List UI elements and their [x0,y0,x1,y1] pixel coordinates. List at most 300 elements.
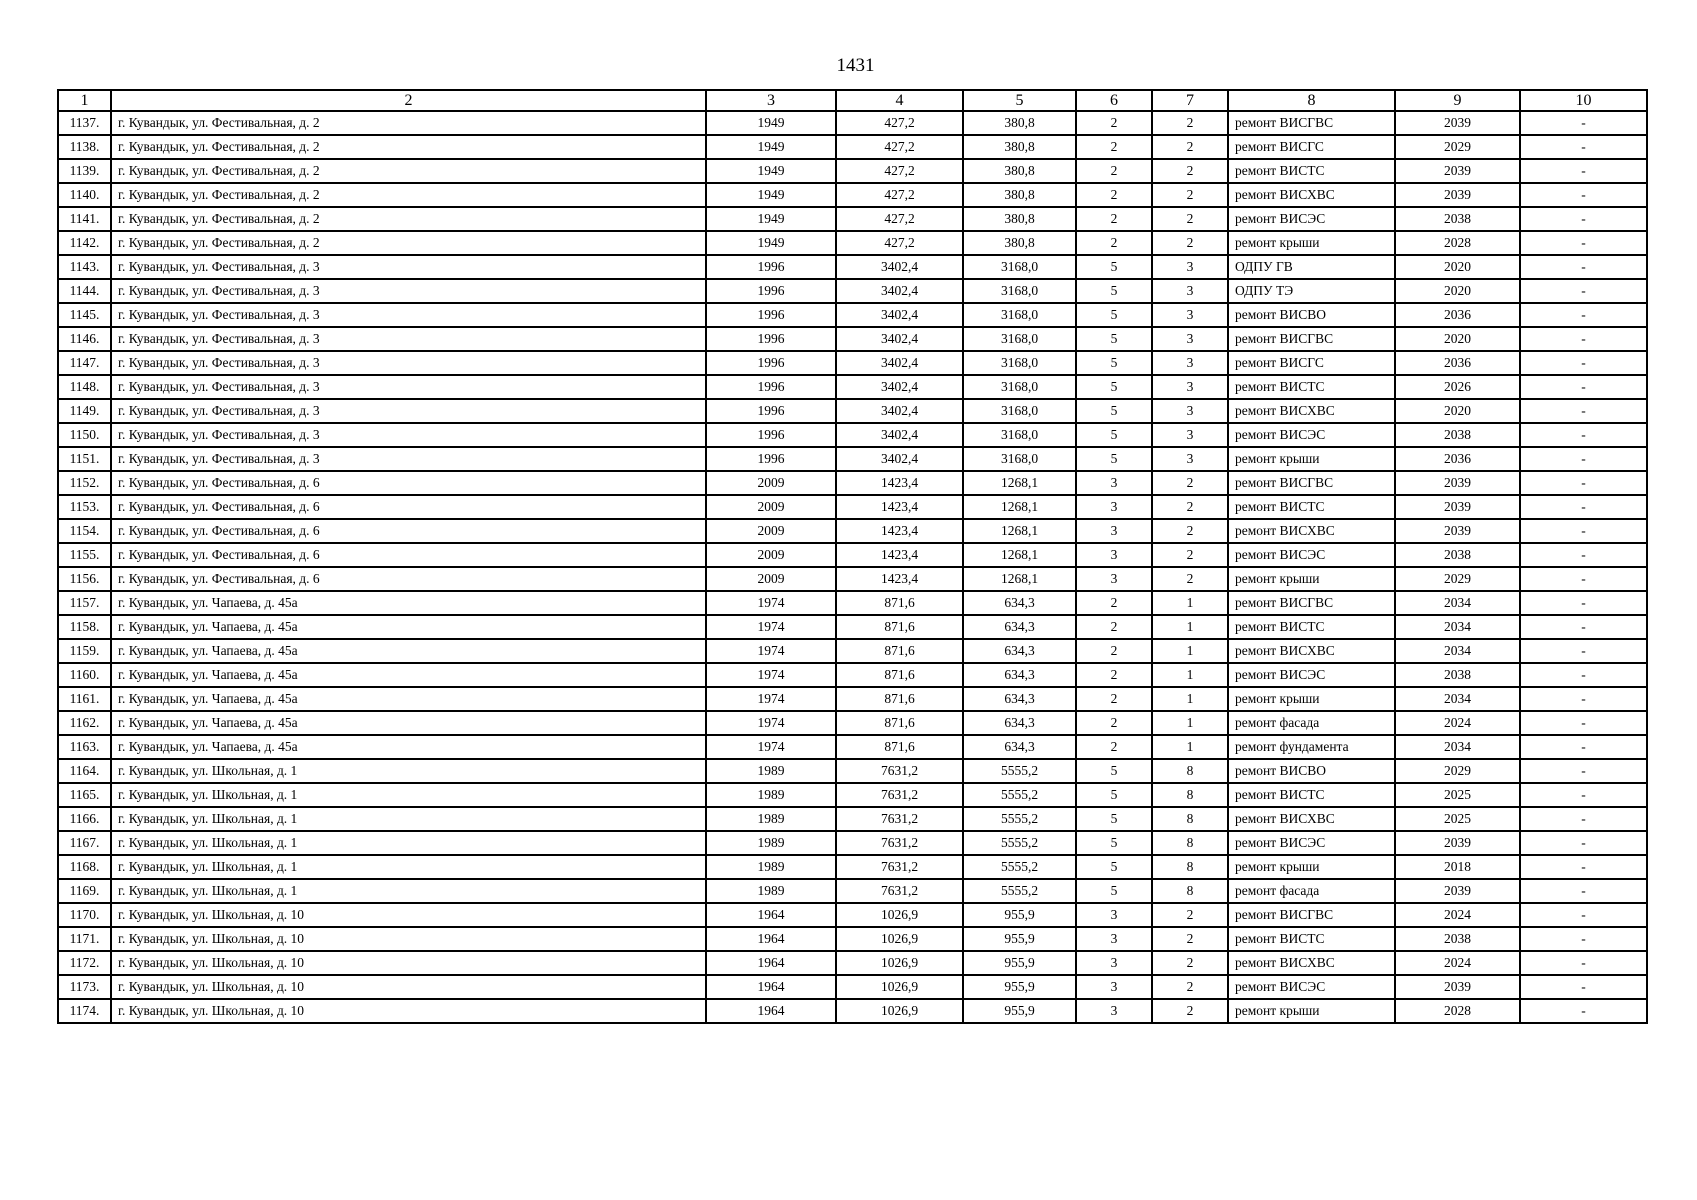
cell-floors: 3 [1076,471,1152,495]
cell-total-area: 3402,4 [836,303,963,327]
cell-living-area: 1268,1 [963,567,1076,591]
cell-living-area: 634,3 [963,687,1076,711]
cell-total-area: 7631,2 [836,807,963,831]
cell-note: - [1520,711,1647,735]
cell-floors: 5 [1076,759,1152,783]
cell-year-built: 1996 [706,327,836,351]
table-row [58,159,1647,183]
cell-year-built: 2009 [706,471,836,495]
table-row [58,471,1647,495]
cell-living-area: 5555,2 [963,759,1076,783]
cell-note: - [1520,975,1647,999]
cell-floors: 5 [1076,447,1152,471]
cell-row-number: 1156. [58,567,111,591]
cell-note: - [1520,567,1647,591]
cell-address: г. Кувандык, ул. Школьная, д. 1 [111,783,706,807]
cell-row-number: 1146. [58,327,111,351]
cell-planned-year: 2038 [1395,543,1520,567]
cell-work-type: ремонт ВИСЭС [1228,663,1395,687]
cell-entrances: 3 [1152,375,1228,399]
cell-row-number: 1164. [58,759,111,783]
cell-total-area: 871,6 [836,591,963,615]
cell-row-number: 1167. [58,831,111,855]
cell-living-area: 3168,0 [963,327,1076,351]
cell-floors: 3 [1076,567,1152,591]
table-row [58,831,1647,855]
cell-total-area: 427,2 [836,207,963,231]
table-row [58,183,1647,207]
cell-row-number: 1173. [58,975,111,999]
cell-planned-year: 2025 [1395,807,1520,831]
cell-year-built: 1949 [706,183,836,207]
table-row [58,903,1647,927]
table-row [58,687,1647,711]
table-row [58,759,1647,783]
cell-floors: 2 [1076,591,1152,615]
cell-address: г. Кувандык, ул. Школьная, д. 1 [111,879,706,903]
column-header: 1 [58,90,111,111]
cell-work-type: ремонт ВИСХВС [1228,183,1395,207]
cell-note: - [1520,231,1647,255]
cell-note: - [1520,639,1647,663]
cell-floors: 5 [1076,831,1152,855]
cell-year-built: 1949 [706,207,836,231]
cell-planned-year: 2039 [1395,111,1520,135]
cell-note: - [1520,879,1647,903]
cell-entrances: 3 [1152,255,1228,279]
cell-entrances: 3 [1152,447,1228,471]
cell-row-number: 1158. [58,615,111,639]
cell-entrances: 2 [1152,927,1228,951]
cell-floors: 3 [1076,927,1152,951]
cell-work-type: ремонт ВИСГВС [1228,111,1395,135]
cell-note: - [1520,471,1647,495]
cell-floors: 5 [1076,399,1152,423]
cell-row-number: 1170. [58,903,111,927]
cell-row-number: 1174. [58,999,111,1023]
cell-row-number: 1154. [58,519,111,543]
cell-planned-year: 2026 [1395,375,1520,399]
cell-work-type: ремонт крыши [1228,567,1395,591]
cell-year-built: 1996 [706,375,836,399]
cell-living-area: 1268,1 [963,519,1076,543]
cell-work-type: ремонт фасада [1228,879,1395,903]
cell-living-area: 1268,1 [963,543,1076,567]
cell-work-type: ремонт крыши [1228,855,1395,879]
cell-floors: 2 [1076,663,1152,687]
cell-entrances: 8 [1152,759,1228,783]
cell-work-type: ремонт ВИСЭС [1228,207,1395,231]
cell-year-built: 2009 [706,495,836,519]
cell-entrances: 2 [1152,543,1228,567]
cell-total-area: 3402,4 [836,375,963,399]
cell-work-type: ремонт ВИСХВС [1228,519,1395,543]
cell-row-number: 1162. [58,711,111,735]
cell-work-type: ремонт ВИСГВС [1228,591,1395,615]
cell-living-area: 955,9 [963,927,1076,951]
column-header: 5 [963,90,1076,111]
cell-living-area: 380,8 [963,207,1076,231]
cell-total-area: 7631,2 [836,831,963,855]
cell-floors: 5 [1076,783,1152,807]
cell-work-type: ОДПУ ТЭ [1228,279,1395,303]
cell-note: - [1520,615,1647,639]
cell-living-area: 380,8 [963,159,1076,183]
cell-living-area: 634,3 [963,663,1076,687]
cell-entrances: 1 [1152,687,1228,711]
cell-planned-year: 2024 [1395,711,1520,735]
cell-total-area: 3402,4 [836,399,963,423]
table-row [58,351,1647,375]
cell-year-built: 1949 [706,159,836,183]
cell-note: - [1520,759,1647,783]
cell-floors: 2 [1076,183,1152,207]
cell-living-area: 5555,2 [963,879,1076,903]
cell-year-built: 1996 [706,303,836,327]
column-header: 6 [1076,90,1152,111]
cell-planned-year: 2018 [1395,855,1520,879]
cell-planned-year: 2028 [1395,231,1520,255]
table-header [58,90,1647,111]
cell-living-area: 634,3 [963,711,1076,735]
cell-total-area: 1423,4 [836,519,963,543]
cell-entrances: 2 [1152,951,1228,975]
cell-planned-year: 2036 [1395,447,1520,471]
table-row [58,303,1647,327]
cell-address: г. Кувандык, ул. Фестивальная, д. 6 [111,519,706,543]
cell-year-built: 1974 [706,711,836,735]
cell-note: - [1520,351,1647,375]
cell-row-number: 1144. [58,279,111,303]
cell-total-area: 3402,4 [836,327,963,351]
cell-planned-year: 2039 [1395,471,1520,495]
cell-planned-year: 2036 [1395,303,1520,327]
cell-address: г. Кувандык, ул. Фестивальная, д. 2 [111,207,706,231]
cell-row-number: 1141. [58,207,111,231]
cell-note: - [1520,999,1647,1023]
cell-work-type: ремонт ВИСХВС [1228,639,1395,663]
table-row [58,399,1647,423]
cell-note: - [1520,159,1647,183]
cell-living-area: 380,8 [963,183,1076,207]
cell-address: г. Кувандык, ул. Чапаева, д. 45а [111,639,706,663]
cell-year-built: 1989 [706,807,836,831]
cell-living-area: 5555,2 [963,783,1076,807]
cell-note: - [1520,399,1647,423]
cell-row-number: 1159. [58,639,111,663]
cell-address: г. Кувандык, ул. Школьная, д. 1 [111,855,706,879]
cell-year-built: 1989 [706,831,836,855]
cell-floors: 2 [1076,111,1152,135]
cell-row-number: 1151. [58,447,111,471]
cell-living-area: 3168,0 [963,375,1076,399]
cell-address: г. Кувандык, ул. Чапаева, д. 45а [111,615,706,639]
cell-living-area: 955,9 [963,999,1076,1023]
cell-planned-year: 2025 [1395,783,1520,807]
cell-work-type: ремонт ВИСХВС [1228,399,1395,423]
cell-entrances: 8 [1152,807,1228,831]
cell-row-number: 1168. [58,855,111,879]
cell-year-built: 1974 [706,591,836,615]
cell-work-type: ремонт ВИСТС [1228,375,1395,399]
cell-entrances: 2 [1152,903,1228,927]
cell-floors: 3 [1076,519,1152,543]
cell-living-area: 5555,2 [963,807,1076,831]
cell-planned-year: 2034 [1395,615,1520,639]
cell-planned-year: 2020 [1395,255,1520,279]
cell-year-built: 1996 [706,447,836,471]
cell-work-type: ремонт крыши [1228,999,1395,1023]
table-row [58,447,1647,471]
cell-row-number: 1147. [58,351,111,375]
table-row [58,111,1647,135]
cell-year-built: 1964 [706,975,836,999]
cell-total-area: 427,2 [836,183,963,207]
cell-address: г. Кувандык, ул. Фестивальная, д. 6 [111,471,706,495]
cell-address: г. Кувандык, ул. Фестивальная, д. 3 [111,447,706,471]
cell-entrances: 2 [1152,999,1228,1023]
table-row [58,615,1647,639]
cell-row-number: 1148. [58,375,111,399]
cell-floors: 2 [1076,207,1152,231]
table-row [58,639,1647,663]
cell-note: - [1520,735,1647,759]
column-header: 8 [1228,90,1395,111]
cell-total-area: 871,6 [836,735,963,759]
cell-living-area: 3168,0 [963,447,1076,471]
table-row [58,807,1647,831]
cell-year-built: 1974 [706,615,836,639]
cell-year-built: 1989 [706,759,836,783]
cell-living-area: 3168,0 [963,255,1076,279]
cell-address: г. Кувандык, ул. Фестивальная, д. 3 [111,279,706,303]
cell-living-area: 1268,1 [963,471,1076,495]
cell-living-area: 634,3 [963,639,1076,663]
cell-address: г. Кувандык, ул. Фестивальная, д. 3 [111,255,706,279]
cell-total-area: 7631,2 [836,855,963,879]
cell-note: - [1520,303,1647,327]
cell-entrances: 1 [1152,639,1228,663]
cell-living-area: 3168,0 [963,303,1076,327]
cell-living-area: 5555,2 [963,831,1076,855]
cell-living-area: 634,3 [963,615,1076,639]
cell-total-area: 1423,4 [836,471,963,495]
cell-floors: 3 [1076,543,1152,567]
cell-floors: 3 [1076,975,1152,999]
cell-living-area: 3168,0 [963,279,1076,303]
cell-living-area: 634,3 [963,735,1076,759]
cell-note: - [1520,375,1647,399]
cell-work-type: ремонт ВИСГВС [1228,903,1395,927]
cell-year-built: 1989 [706,855,836,879]
cell-work-type: ремонт ВИСЭС [1228,831,1395,855]
cell-work-type: ремонт ВИСХВС [1228,951,1395,975]
cell-living-area: 955,9 [963,903,1076,927]
cell-note: - [1520,111,1647,135]
table-row [58,591,1647,615]
table-row [58,927,1647,951]
table-row [58,975,1647,999]
header-row [58,90,1647,111]
table-row [58,279,1647,303]
cell-entrances: 2 [1152,471,1228,495]
cell-total-area: 871,6 [836,663,963,687]
cell-note: - [1520,927,1647,951]
cell-note: - [1520,495,1647,519]
cell-work-type: ремонт фасада [1228,711,1395,735]
cell-entrances: 2 [1152,111,1228,135]
cell-planned-year: 2034 [1395,735,1520,759]
cell-entrances: 2 [1152,567,1228,591]
table-row [58,495,1647,519]
table-row [58,207,1647,231]
table-row [58,375,1647,399]
cell-floors: 3 [1076,495,1152,519]
cell-row-number: 1172. [58,951,111,975]
cell-work-type: ремонт ВИСТС [1228,927,1395,951]
cell-work-type: ремонт ВИСТС [1228,783,1395,807]
cell-year-built: 1989 [706,783,836,807]
cell-total-area: 3402,4 [836,447,963,471]
cell-entrances: 2 [1152,495,1228,519]
cell-entrances: 1 [1152,735,1228,759]
cell-planned-year: 2039 [1395,159,1520,183]
cell-floors: 3 [1076,951,1152,975]
cell-total-area: 427,2 [836,111,963,135]
cell-living-area: 3168,0 [963,399,1076,423]
cell-address: г. Кувандык, ул. Фестивальная, д. 2 [111,159,706,183]
cell-address: г. Кувандык, ул. Чапаева, д. 45а [111,687,706,711]
cell-work-type: ремонт ВИСЭС [1228,423,1395,447]
cell-entrances: 3 [1152,327,1228,351]
cell-entrances: 3 [1152,399,1228,423]
cell-floors: 2 [1076,735,1152,759]
cell-note: - [1520,543,1647,567]
cell-address: г. Кувандык, ул. Фестивальная, д. 3 [111,303,706,327]
cell-floors: 5 [1076,807,1152,831]
cell-floors: 2 [1076,687,1152,711]
cell-living-area: 5555,2 [963,855,1076,879]
cell-address: г. Кувандык, ул. Чапаева, д. 45а [111,711,706,735]
cell-year-built: 1949 [706,135,836,159]
cell-entrances: 1 [1152,615,1228,639]
cell-note: - [1520,903,1647,927]
cell-address: г. Кувандык, ул. Школьная, д. 1 [111,759,706,783]
cell-work-type: ремонт фундамента [1228,735,1395,759]
cell-floors: 2 [1076,639,1152,663]
cell-floors: 2 [1076,711,1152,735]
cell-total-area: 871,6 [836,639,963,663]
cell-note: - [1520,135,1647,159]
cell-address: г. Кувандык, ул. Фестивальная, д. 3 [111,399,706,423]
column-header: 10 [1520,90,1647,111]
cell-entrances: 8 [1152,879,1228,903]
page-number: 1431 [836,55,875,76]
cell-note: - [1520,519,1647,543]
cell-address: г. Кувандык, ул. Фестивальная, д. 3 [111,375,706,399]
cell-row-number: 1155. [58,543,111,567]
cell-floors: 5 [1076,303,1152,327]
cell-total-area: 3402,4 [836,423,963,447]
cell-work-type: ремонт ВИСВО [1228,759,1395,783]
cell-year-built: 2009 [706,519,836,543]
cell-total-area: 1423,4 [836,543,963,567]
table-row [58,663,1647,687]
cell-note: - [1520,951,1647,975]
cell-row-number: 1149. [58,399,111,423]
cell-planned-year: 2038 [1395,663,1520,687]
cell-planned-year: 2039 [1395,495,1520,519]
cell-entrances: 1 [1152,663,1228,687]
cell-planned-year: 2038 [1395,927,1520,951]
table-row [58,135,1647,159]
cell-living-area: 955,9 [963,975,1076,999]
cell-work-type: ремонт ВИСТС [1228,495,1395,519]
cell-total-area: 1026,9 [836,927,963,951]
cell-total-area: 3402,4 [836,279,963,303]
cell-row-number: 1139. [58,159,111,183]
cell-note: - [1520,447,1647,471]
cell-planned-year: 2039 [1395,879,1520,903]
cell-total-area: 3402,4 [836,351,963,375]
cell-year-built: 1974 [706,663,836,687]
cell-address: г. Кувандык, ул. Школьная, д. 1 [111,807,706,831]
cell-living-area: 380,8 [963,135,1076,159]
cell-address: г. Кувандык, ул. Школьная, д. 10 [111,999,706,1023]
column-header: 3 [706,90,836,111]
cell-floors: 5 [1076,279,1152,303]
cell-note: - [1520,831,1647,855]
cell-entrances: 8 [1152,783,1228,807]
cell-work-type: ремонт ВИСГВС [1228,471,1395,495]
cell-address: г. Кувандык, ул. Чапаева, д. 45а [111,591,706,615]
cell-planned-year: 2034 [1395,687,1520,711]
cell-row-number: 1150. [58,423,111,447]
cell-row-number: 1145. [58,303,111,327]
table-row [58,327,1647,351]
cell-work-type: ремонт ВИСГС [1228,135,1395,159]
cell-entrances: 3 [1152,303,1228,327]
table-row [58,999,1647,1023]
cell-floors: 5 [1076,351,1152,375]
cell-address: г. Кувандык, ул. Школьная, д. 10 [111,975,706,999]
cell-floors: 2 [1076,615,1152,639]
table-row [58,711,1647,735]
cell-row-number: 1152. [58,471,111,495]
cell-row-number: 1161. [58,687,111,711]
cell-address: г. Кувандык, ул. Фестивальная, д. 6 [111,543,706,567]
cell-total-area: 427,2 [836,159,963,183]
table-row [58,951,1647,975]
cell-address: г. Кувандык, ул. Фестивальная, д. 2 [111,111,706,135]
cell-year-built: 2009 [706,567,836,591]
cell-row-number: 1163. [58,735,111,759]
cell-planned-year: 2020 [1395,279,1520,303]
cell-planned-year: 2036 [1395,351,1520,375]
table-row [58,879,1647,903]
cell-entrances: 3 [1152,423,1228,447]
cell-entrances: 2 [1152,207,1228,231]
cell-row-number: 1137. [58,111,111,135]
column-header: 4 [836,90,963,111]
cell-work-type: ремонт ВИСЭС [1228,543,1395,567]
cell-address: г. Кувандык, ул. Фестивальная, д. 6 [111,567,706,591]
register-table [57,89,1648,1024]
cell-living-area: 955,9 [963,951,1076,975]
cell-address: г. Кувандык, ул. Чапаева, д. 45а [111,735,706,759]
cell-year-built: 1964 [706,951,836,975]
cell-planned-year: 2029 [1395,759,1520,783]
